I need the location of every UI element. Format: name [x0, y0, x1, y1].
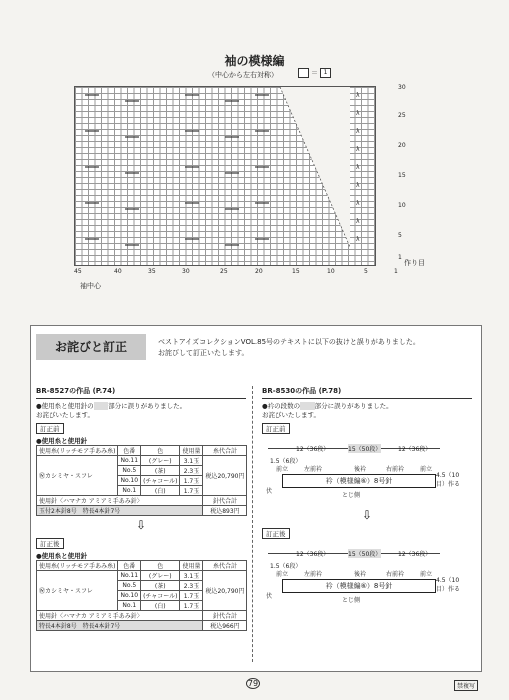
row-number: 20: [398, 142, 406, 149]
collar-bar: 衿（模様編⑥）8号針: [282, 474, 436, 488]
yarn-subheading: ●使用糸と使用針: [36, 552, 88, 560]
br8527-column: [36, 386, 246, 631]
svg-text:λ: λ: [356, 164, 360, 171]
intro-line: お詫びして訂正いたします。: [158, 349, 249, 357]
after-tag: 訂正後: [36, 538, 64, 549]
svg-text:λ: λ: [356, 182, 360, 189]
col-number: 10: [327, 268, 335, 275]
row-number: 5: [398, 232, 402, 239]
col-number: 40: [114, 268, 122, 275]
sleeve-center-label: 袖中心: [80, 282, 101, 290]
col-number: 1: [394, 268, 398, 275]
yarn-subheading: ●使用糸と使用針: [36, 437, 88, 445]
legend-equals: ＝: [311, 69, 318, 77]
row-number: 10: [398, 202, 406, 209]
chart-symbols: [75, 87, 375, 265]
correction-intro: [158, 337, 468, 359]
row-number: 1: [398, 254, 402, 261]
copy-prohibited-badge: 禁複写: [454, 680, 478, 691]
page-number: 79: [247, 679, 259, 688]
legend-knit-box: 1: [320, 68, 331, 78]
intro-line: ベストアイズコレクションVOL.85号のテキストに以下の抜けと誤りがありました。: [158, 338, 420, 346]
legend-empty-box: [298, 68, 309, 78]
col-number: 20: [255, 268, 263, 275]
svg-text:λ: λ: [356, 218, 360, 225]
column-divider: [252, 386, 253, 662]
cast-on-label: 作り目: [404, 259, 425, 267]
svg-text:λ: λ: [356, 200, 360, 207]
col-number: 30: [182, 268, 190, 275]
collar-bar: 衿（模様編⑥）8号針: [282, 579, 436, 593]
col-number: 35: [148, 268, 156, 275]
br8527-page: (P.74): [92, 387, 116, 395]
symbol-legend: [298, 68, 331, 78]
before-tag: 訂正前: [36, 423, 64, 434]
after-tag: 訂正後: [262, 528, 290, 539]
br8527-note: ●使用糸と使用針の 部分に誤りがありました。: [36, 402, 187, 410]
svg-text:λ: λ: [356, 146, 360, 153]
br8530-column: [262, 386, 472, 611]
column-numbers: [74, 268, 404, 278]
row-number: 15: [398, 172, 406, 179]
chart-title: 袖の模様編: [224, 54, 285, 68]
row-number: 25: [398, 112, 406, 119]
col-number: 15: [292, 268, 300, 275]
col-number: 25: [220, 268, 228, 275]
before-tag: 訂正前: [262, 423, 290, 434]
down-arrow-icon: ⇩: [361, 508, 373, 522]
br8530-note-2: お詫びいたします。: [262, 411, 320, 419]
correction-header: お詫びと訂正: [36, 334, 146, 360]
svg-text:λ: λ: [356, 110, 360, 117]
row-number: 30: [398, 84, 406, 91]
br8527-heading: BR-8527の作品: [36, 387, 91, 395]
br8527-note-2: お詫びいたします。: [36, 411, 94, 419]
down-arrow-icon: ⇩: [135, 518, 147, 532]
br8530-heading: BR-8530の作品: [262, 387, 317, 395]
col-number: 5: [364, 268, 368, 275]
chart-subtitle: （中心から左右対称）: [208, 71, 278, 79]
collar-diagram-before: 12（36段） 15（50段） 12（36段） 1.5（6段） 前立 左前衿 後衿 右前衿 前立 衿（模様編⑥）8号針 4.5（10目）作る 伏 とじ側: [266, 446, 461, 499]
br8530-note: ●衿の段数の 部分に誤りがありました。: [262, 402, 393, 410]
svg-text:λ: λ: [356, 92, 360, 99]
collar-diagram-after: 12（36段） 15（50段） 12（36段） 1.5（6段） 前立 左前衿 後衿 右前衿 前立 衿（模様編⑥）8号針 4.5（10目）作る 伏 とじ側: [266, 551, 461, 604]
yarn-table-after: 使用糸(リッチモア手あみ糸) 色番 色 使用量 糸代合計 ㊗カシミヤ・スフレ No.11 (グレー) 3.1玉 税込20,790円 No.5 (茶) 2.3玉 No.10 (チャコール) 1.7玉 No.1 (白) 1.7玉 使用針〈ハマナカ アミアミ手あみ針〉 針代合計 特長4本針8号 特長4本針7号 税込966円: [36, 560, 247, 631]
br8530-page: (P.78): [318, 387, 342, 395]
yarn-table-before: 使用糸(リッチモア手あみ糸) 色番 色 使用量 糸代合計 ㊗カシミヤ・スフレ No.11 (グレー) 3.1玉 税込20,790円 No.5 (茶) 2.3玉 No.10 (チャコール) 1.7玉 No.1 (白) 1.7玉 使用針〈ハマナカ アミアミ手あみ針〉 針代合計 玉付2本針8号 特長4本針7号 税込893円: [36, 445, 247, 516]
col-number: 45: [74, 268, 82, 275]
stitch-chart-grid: [74, 86, 376, 266]
svg-text:λ: λ: [356, 236, 360, 243]
svg-text:λ: λ: [356, 128, 360, 135]
